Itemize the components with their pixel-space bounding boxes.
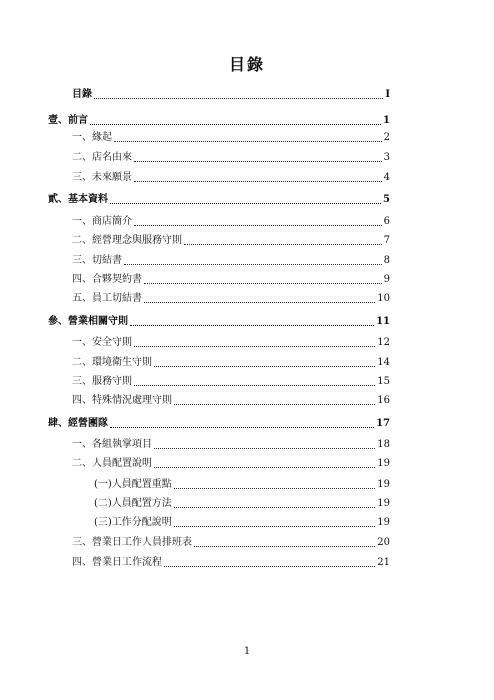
toc-entry-page: I	[385, 89, 390, 100]
toc-entry[interactable]	[72, 354, 390, 370]
toc-entry-page: 18	[377, 439, 390, 450]
dot-leader	[174, 404, 375, 405]
toc-entry-page: 1	[383, 115, 390, 126]
toc-entry-page: 11	[376, 316, 390, 327]
toc-entry-page: 19	[377, 498, 390, 509]
toc-entry-label: 三、未來願景	[72, 172, 132, 183]
toc-entry[interactable]	[72, 232, 390, 248]
dot-leader	[154, 467, 375, 468]
dot-leader	[110, 203, 381, 204]
toc-entry-page: 4	[383, 172, 390, 183]
dot-leader	[134, 161, 382, 162]
dot-leader	[154, 366, 375, 367]
toc-entry-page: 10	[377, 293, 390, 304]
toc-entry[interactable]	[48, 112, 390, 128]
toc-entry-label: 二、經營理念與服務守則	[72, 235, 182, 246]
dot-leader	[174, 526, 375, 527]
toc-entry-page: 19	[377, 517, 390, 528]
dot-leader	[164, 566, 375, 567]
dot-leader	[134, 225, 382, 226]
dot-leader	[194, 546, 375, 547]
toc-entry-label: 四、合夥契約書	[72, 274, 142, 285]
toc-entry-page: 2	[383, 132, 390, 143]
toc-entry-page: 21	[377, 557, 390, 568]
toc-entry[interactable]	[72, 334, 390, 350]
toc-entry-label: 三、營業日工作人員排班表	[72, 537, 192, 548]
toc-entry[interactable]	[72, 213, 390, 229]
toc-entry-label: 一、緣起	[72, 132, 112, 143]
dot-leader	[174, 488, 375, 489]
toc-entry-page: 14	[377, 357, 390, 368]
dot-leader	[94, 98, 383, 99]
dot-leader	[144, 283, 382, 284]
toc-entry[interactable]	[48, 313, 390, 329]
toc-entry-page: 6	[383, 216, 390, 227]
toc-entry[interactable]	[72, 129, 390, 145]
toc-entry[interactable]	[72, 392, 390, 408]
dot-leader	[114, 141, 382, 142]
toc-entry-label: 壹、前言	[48, 115, 88, 126]
toc-entry[interactable]	[94, 495, 390, 511]
toc-entry[interactable]	[72, 554, 390, 570]
toc-entry-label: 四、營業日工作流程	[72, 557, 162, 568]
toc-entry-page: 7	[383, 235, 390, 246]
toc-entry-label: 三、切結書	[72, 255, 122, 266]
toc-entry-label: (二)人員配置方法	[94, 498, 172, 509]
toc-entry-label: 肆、經營團隊	[48, 418, 108, 429]
dot-leader	[154, 448, 375, 449]
toc-entry-label: 目錄	[72, 89, 92, 100]
dot-leader	[144, 302, 375, 303]
toc-entry-page: 20	[377, 537, 390, 548]
toc-entry-label: (一)人員配置重點	[94, 479, 172, 490]
page-number: 1	[243, 646, 251, 657]
toc-entry-label: 二、環境衛生守則	[72, 357, 152, 368]
page-title: 目錄	[228, 55, 265, 74]
toc-entry-page: 12	[377, 337, 390, 348]
toc-entry-page: 8	[383, 255, 390, 266]
toc-entry[interactable]	[48, 415, 390, 431]
toc-entry[interactable]	[48, 191, 390, 207]
toc-entry-label: 二、店名由來	[72, 152, 132, 163]
toc-entry-page: 3	[383, 152, 390, 163]
toc-entry[interactable]	[72, 149, 390, 165]
toc-entry-page: 15	[377, 376, 390, 387]
dot-leader	[110, 427, 374, 428]
toc-entry-page: 16	[377, 395, 390, 406]
toc-entry[interactable]	[72, 271, 390, 287]
dot-leader	[134, 385, 375, 386]
toc-entry-page: 5	[383, 194, 390, 205]
toc-entry[interactable]	[72, 252, 390, 268]
toc-entry-label: 一、各組執掌項目	[72, 439, 152, 450]
toc-entry[interactable]	[72, 436, 390, 452]
toc-entry-label: 三、服務守則	[72, 376, 132, 387]
dot-leader	[90, 124, 381, 125]
dot-leader	[174, 507, 375, 508]
toc-entry-label: 五、員工切結書	[72, 293, 142, 304]
toc-entry-page: 17	[376, 418, 390, 429]
toc-entry[interactable]	[72, 455, 390, 471]
toc-entry-label: 參、營業相關守則	[48, 316, 128, 327]
toc-entry-label: (三)工作分配說明	[94, 517, 172, 528]
toc-entry-page: 19	[377, 458, 390, 469]
dot-leader	[184, 244, 382, 245]
toc-entry[interactable]	[72, 534, 390, 550]
toc-entry-label: 一、安全守則	[72, 337, 132, 348]
toc-entry[interactable]	[72, 86, 390, 102]
toc-entry[interactable]	[94, 514, 390, 530]
dot-leader	[130, 325, 374, 326]
toc-entry[interactable]	[72, 169, 390, 185]
toc-entry[interactable]	[72, 373, 390, 389]
toc-entry-page: 19	[377, 479, 390, 490]
dot-leader	[124, 264, 382, 265]
toc-entry-label: 四、特殊情況處理守則	[72, 395, 172, 406]
toc-entry-label: 貳、基本資料	[48, 194, 108, 205]
toc-entry-page: 9	[383, 274, 390, 285]
toc-entry-label: 二、人員配置說明	[72, 458, 152, 469]
dot-leader	[134, 181, 382, 182]
toc-entry-label: 一、商店簡介	[72, 216, 132, 227]
dot-leader	[134, 346, 375, 347]
toc-entry[interactable]	[72, 290, 390, 306]
toc-entry[interactable]	[94, 476, 390, 492]
